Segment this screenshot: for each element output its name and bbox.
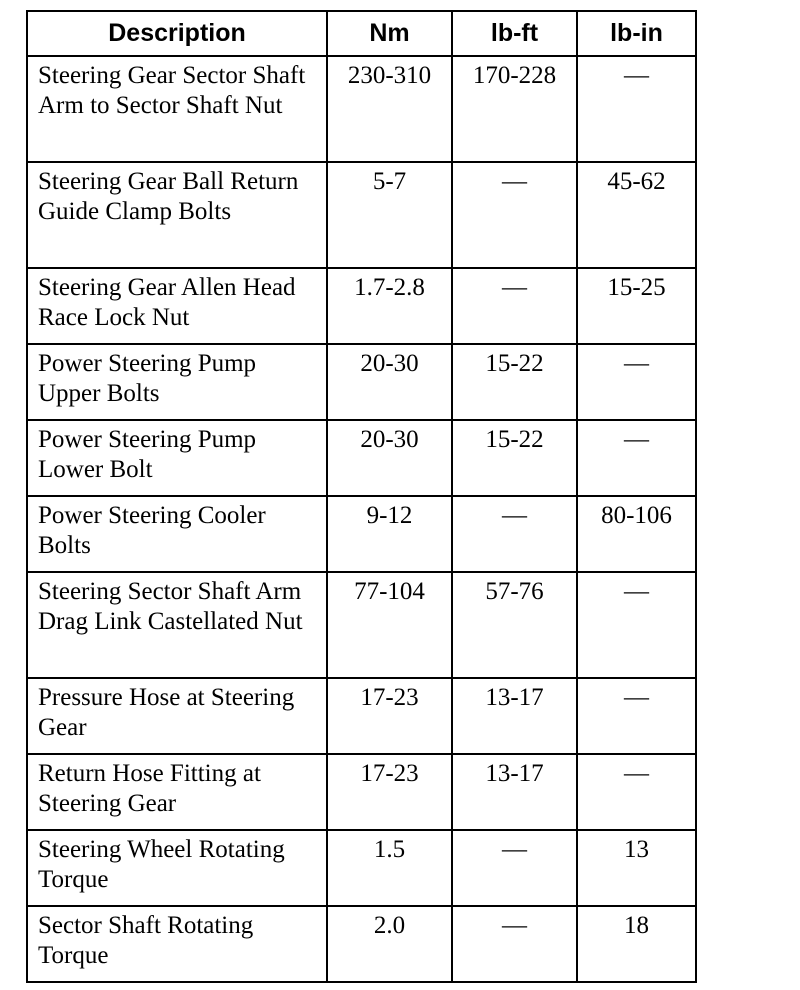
lbft-cell: 15-22 [452, 344, 577, 420]
lbin-cell: 15-25 [577, 268, 696, 344]
lbin-cell: 13 [577, 830, 696, 906]
description-cell: Steering Gear Allen Head Race Lock Nut [27, 268, 327, 344]
nm-cell: 17-23 [327, 754, 452, 830]
lbin-cell: — [577, 420, 696, 496]
lbft-cell: 57-76 [452, 572, 577, 678]
description-cell: Steering Sector Shaft Arm Drag Link Castellated Nut [27, 572, 327, 678]
lbft-cell: 170-228 [452, 56, 577, 162]
nm-cell: 230-310 [327, 56, 452, 162]
lbin-cell: 45-62 [577, 162, 696, 268]
lbft-cell: — [452, 496, 577, 572]
description-cell: Steering Wheel Rotating Torque [27, 830, 327, 906]
lbft-cell: 13-17 [452, 678, 577, 754]
table-row [27, 678, 696, 754]
nm-cell: 77-104 [327, 572, 452, 678]
torque-spec-table [26, 10, 697, 983]
column-header-nm: Nm [327, 11, 452, 56]
lbin-cell: — [577, 344, 696, 420]
description-cell: Power Steering Pump Lower Bolt [27, 420, 327, 496]
table-row [27, 162, 696, 268]
description-cell: Sector Shaft Rotating Torque [27, 906, 327, 982]
table-row [27, 268, 696, 344]
column-header-lbft: lb-ft [452, 11, 577, 56]
table-row [27, 754, 696, 830]
lbin-cell: — [577, 754, 696, 830]
lbft-cell: 13-17 [452, 754, 577, 830]
description-cell: Steering Gear Ball Return Guide Clamp Bolts [27, 162, 327, 268]
table-row [27, 344, 696, 420]
table-row [27, 906, 696, 982]
table-row [27, 496, 696, 572]
table-row [27, 572, 696, 678]
header-row [27, 11, 696, 56]
nm-cell: 17-23 [327, 678, 452, 754]
lbft-cell: — [452, 268, 577, 344]
lbin-cell: — [577, 572, 696, 678]
description-cell: Steering Gear Sector Shaft Arm to Sector Shaft Nut [27, 56, 327, 162]
nm-cell: 5-7 [327, 162, 452, 268]
description-cell: Return Hose Fitting at Steering Gear [27, 754, 327, 830]
lbin-cell: — [577, 678, 696, 754]
lbft-cell: — [452, 906, 577, 982]
description-cell: Power Steering Pump Upper Bolts [27, 344, 327, 420]
nm-cell: 20-30 [327, 344, 452, 420]
table-row [27, 420, 696, 496]
nm-cell: 1.5 [327, 830, 452, 906]
lbft-cell: — [452, 830, 577, 906]
nm-cell: 1.7-2.8 [327, 268, 452, 344]
column-header-lbin: lb-in [577, 11, 696, 56]
description-cell: Power Steering Cooler Bolts [27, 496, 327, 572]
nm-cell: 20-30 [327, 420, 452, 496]
lbin-cell: — [577, 56, 696, 162]
lbft-cell: — [452, 162, 577, 268]
description-cell: Pressure Hose at Steering Gear [27, 678, 327, 754]
column-header-description: Description [27, 11, 327, 56]
table-row [27, 56, 696, 162]
nm-cell: 2.0 [327, 906, 452, 982]
lbin-cell: 18 [577, 906, 696, 982]
table-row [27, 830, 696, 906]
lbft-cell: 15-22 [452, 420, 577, 496]
nm-cell: 9-12 [327, 496, 452, 572]
lbin-cell: 80-106 [577, 496, 696, 572]
